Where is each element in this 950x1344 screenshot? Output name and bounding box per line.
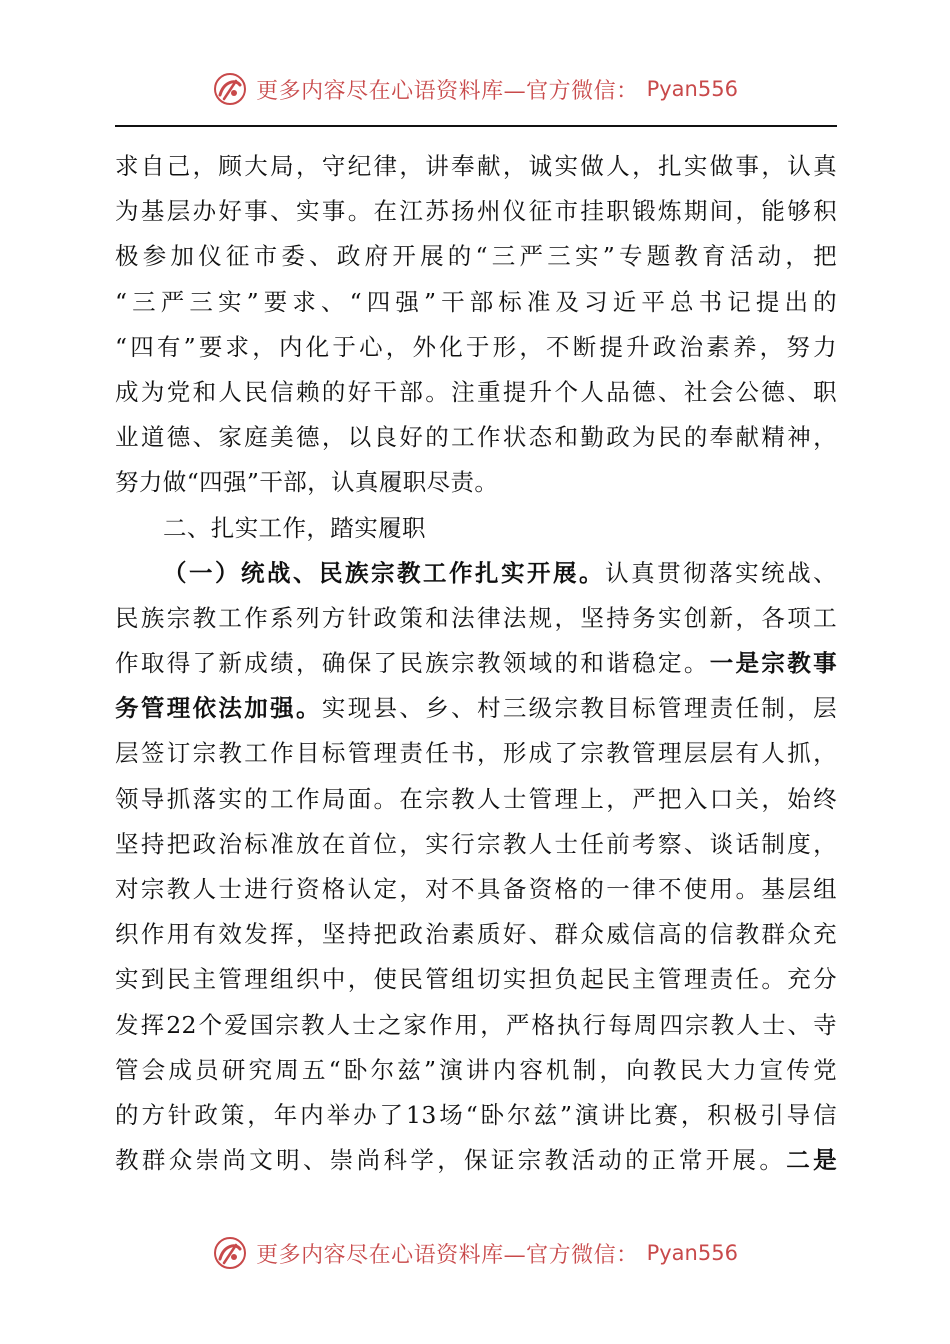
text-line xyxy=(115,686,837,731)
header-banner-text: 更多内容尽在心语资料库—官方微信： xyxy=(256,78,639,104)
text-line: 求自己，顾大局，守纪律，讲奉献，诚实做人，扎实做事，认真 xyxy=(115,152,837,180)
text-line: 发挥22个爱国宗教人士之家作用，严格执行每周四宗教人士、寺 xyxy=(115,1010,837,1039)
text-line: 织作用有效发挥，坚持把政治素质好、群众威信高的信教群众充 xyxy=(115,920,837,949)
text-line: 实到民主管理组织中，使民管组切实担负起民主管理责任。充分 xyxy=(115,965,837,994)
text-line: 层签订宗教工作目标管理责任书，形成了宗教管理层层有人抓， xyxy=(115,739,837,768)
text-line: 成为党和人民信赖的好干部。注重提升个人品德、社会公德、职 xyxy=(115,377,837,406)
text-line xyxy=(115,641,837,686)
header-divider xyxy=(115,125,837,127)
text-line: “三严三实”要求、“四强”干部标准及习近平总书记提出的 xyxy=(115,287,837,316)
bold-span: 一是宗教事 xyxy=(709,649,838,678)
subheading-bold: （一）统战、民族宗教工作扎实开展。 xyxy=(163,558,606,587)
text-span: 作取得了新成绩，确保了民族宗教领域的和谐稳定。 xyxy=(115,649,710,678)
bold-span: 务管理依法加强。 xyxy=(115,694,322,723)
document-body xyxy=(115,144,837,1183)
text-span: 实现县、乡、村三级宗教目标管理责任制，层 xyxy=(321,694,837,723)
footer-banner-text: 更多内容尽在心语资料库—官方微信： xyxy=(256,1242,639,1268)
text-line: 坚持把政治标准放在首位，实行宗教人士任前考察、谈话制度， xyxy=(115,829,837,858)
footer-banner-id: Pyan556 xyxy=(646,1241,738,1265)
text-line: 业道德、家庭美德，以良好的工作状态和勤政为民的奉献精神， xyxy=(115,423,837,452)
text-line: 的方针政策，年内举办了13场“卧尔兹”演讲比赛，积极引导信 xyxy=(115,1100,837,1129)
text-span: 教群众崇尚文明、崇尚科学，保证宗教活动的正常开展。 xyxy=(115,1146,787,1175)
text-line xyxy=(115,1138,837,1183)
bold-span: 二是 xyxy=(786,1146,837,1175)
header-banner-id: Pyan556 xyxy=(646,77,738,101)
text-line: 管会成员研究周五“卧尔兹”演讲内容机制，向教民大力宣传党 xyxy=(115,1055,837,1084)
text-line xyxy=(115,551,837,596)
header-banner xyxy=(0,64,950,114)
text-line: 极参加仪征市委、政府开展的“三严三实”专题教育活动，把 xyxy=(115,242,837,271)
brand-logo-icon xyxy=(212,1235,248,1271)
text-line: 对宗教人士进行资格认定，对不具备资格的一律不使用。基层组 xyxy=(115,875,837,903)
text-span: 认真贯彻落实统战、 xyxy=(605,558,837,587)
text-line: 领导抓落实的工作局面。在宗教人士管理上，严把入口关，始终 xyxy=(115,784,837,813)
text-line: “四有”要求，内化于心，外化于形，不断提升政治素养，努力 xyxy=(115,332,837,361)
text-line: 民族宗教工作系列方针政策和法律法规，坚持务实创新，各项工 xyxy=(115,603,837,632)
footer-banner xyxy=(0,1228,950,1278)
text-line: 为基层办好事、实事。在江苏扬州仪征市挂职锻炼期间，能够积 xyxy=(115,197,837,226)
section-heading: 二、扎实工作，踏实履职 xyxy=(163,513,426,542)
text-line: 努力做“四强”干部，认真履职尽责。 xyxy=(115,468,499,497)
brand-logo-icon xyxy=(212,71,248,107)
